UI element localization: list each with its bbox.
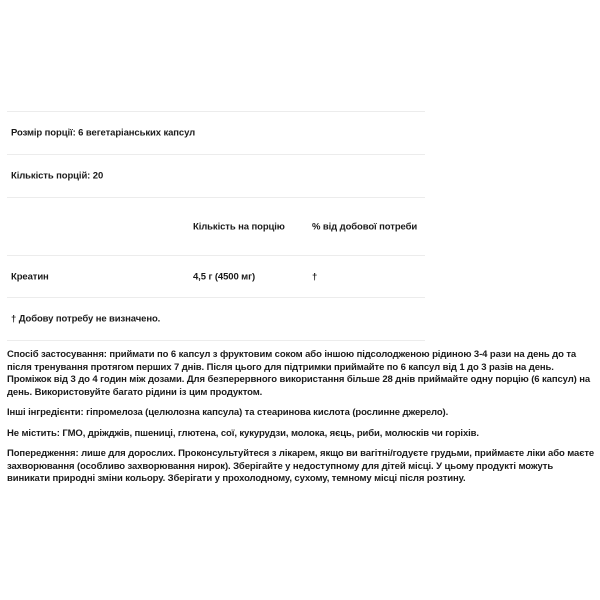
table-header-row <box>7 198 425 255</box>
footnote-row <box>7 298 425 340</box>
other-ingredients: Інші інгредієнти: гіпромелоза (целюлозна капсула) та стеаринова кислота (рослинне джерело). <box>7 407 449 418</box>
supplement-facts-table <box>7 111 425 341</box>
product-notes <box>7 349 595 494</box>
servings-per-container-row <box>7 155 425 197</box>
serving-size-row <box>7 112 425 154</box>
table-row <box>7 256 425 297</box>
warning-text: Попередження: лише для дорослих. Проконсультуйтеся з лікарем, якщо ви вагітні/годуєте грудьми, приймаєте ліки або маєте захворювання (особливо захворювання нирок). Зберігайте у недоступному для дітей місці. У цьому продукті можуть виникати природні зміни кольору. Зберігати у прохолодному, сухому, темному місці після розтину. <box>7 448 595 484</box>
serving-size-text: Розмір порції: 6 вегетаріанських капсул <box>11 127 196 139</box>
column-header-amount: Кількість на порцію <box>193 221 285 232</box>
servings-per-container-text: Кількість порцій: 20 <box>11 170 104 182</box>
ingredient-daily-value: † <box>312 271 318 282</box>
ingredient-name: Креатин <box>11 271 49 282</box>
free-of-allergens: Не містить: ГМО, дріжджів, пшениці, глютена, сої, кукурудзи, молока, яєць, риби, молюсків чи горіхів. <box>7 427 479 439</box>
table-divider <box>7 340 425 341</box>
column-header-daily-value: % від добової потреби <box>312 221 418 232</box>
daily-value-footnote: † Добову потребу не визначено. <box>11 313 161 325</box>
ingredient-amount: 4,5 г (4500 мг) <box>193 271 256 282</box>
usage-instructions: Спосіб застосування: приймати по 6 капсул з фруктовим соком або іншою підсолодженою рідиною 3-4 рази на день до та після тренування протягом перших 7 днів. Після цього для підтримки приймайте по 6 капсул від 1 до 3 разів на день. Проміжок від 3 до 4 годин між дозами. Для безперервного використання більше 28 днів приймайте одну порцію (6 капсул) на день. Використовуйте багато рідини із цим продуктом. <box>7 349 591 398</box>
